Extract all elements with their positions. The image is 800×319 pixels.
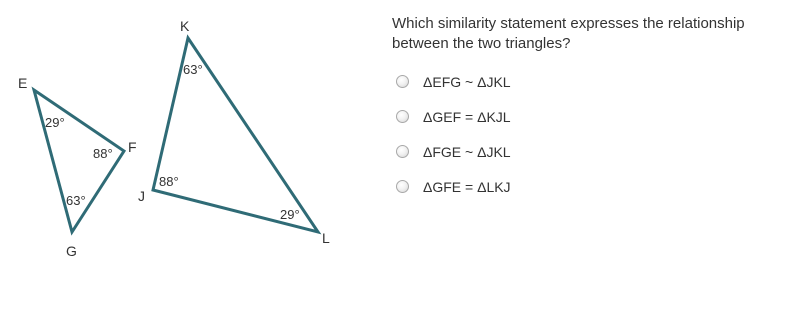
vertex-label-k: K <box>180 18 190 34</box>
angle-label-g: 63° <box>66 193 86 208</box>
vertex-label-e: E <box>18 75 28 91</box>
angle-label-f: 88° <box>93 146 113 161</box>
answer-option-1[interactable] <box>392 64 792 99</box>
angle-label-k: 63° <box>183 62 203 77</box>
answer-option-label: ΔGFE = ΔLKJ <box>423 178 511 195</box>
vertex-label-f: F <box>128 139 137 155</box>
triangle-efg <box>34 90 124 232</box>
answer-option-2[interactable] <box>392 99 792 134</box>
answer-option-4[interactable] <box>392 169 792 204</box>
angle-label-j: 88° <box>159 174 179 189</box>
vertex-label-g: G <box>66 243 77 259</box>
radio-button[interactable] <box>396 75 409 88</box>
answer-option-label: ΔFGE ~ ΔJKL <box>423 143 511 160</box>
angle-label-l: 29° <box>280 207 300 222</box>
radio-button[interactable] <box>396 110 409 123</box>
answer-option-label: ΔGEF = ΔKJL <box>423 108 511 125</box>
triangle-jkl <box>153 38 318 232</box>
question-text: Which similarity statement expresses the relationship between the two triangles? <box>392 15 745 52</box>
vertex-label-l: L <box>322 230 330 246</box>
radio-button[interactable] <box>396 145 409 158</box>
angle-label-e: 29° <box>45 115 65 130</box>
radio-button[interactable] <box>396 180 409 193</box>
question-panel <box>392 14 792 204</box>
answer-option-label: ΔEFG ~ ΔJKL <box>423 73 511 90</box>
answer-option-3[interactable] <box>392 134 792 169</box>
vertex-label-j: J <box>138 188 145 204</box>
triangles-figure <box>0 0 390 319</box>
answer-options <box>392 64 792 204</box>
